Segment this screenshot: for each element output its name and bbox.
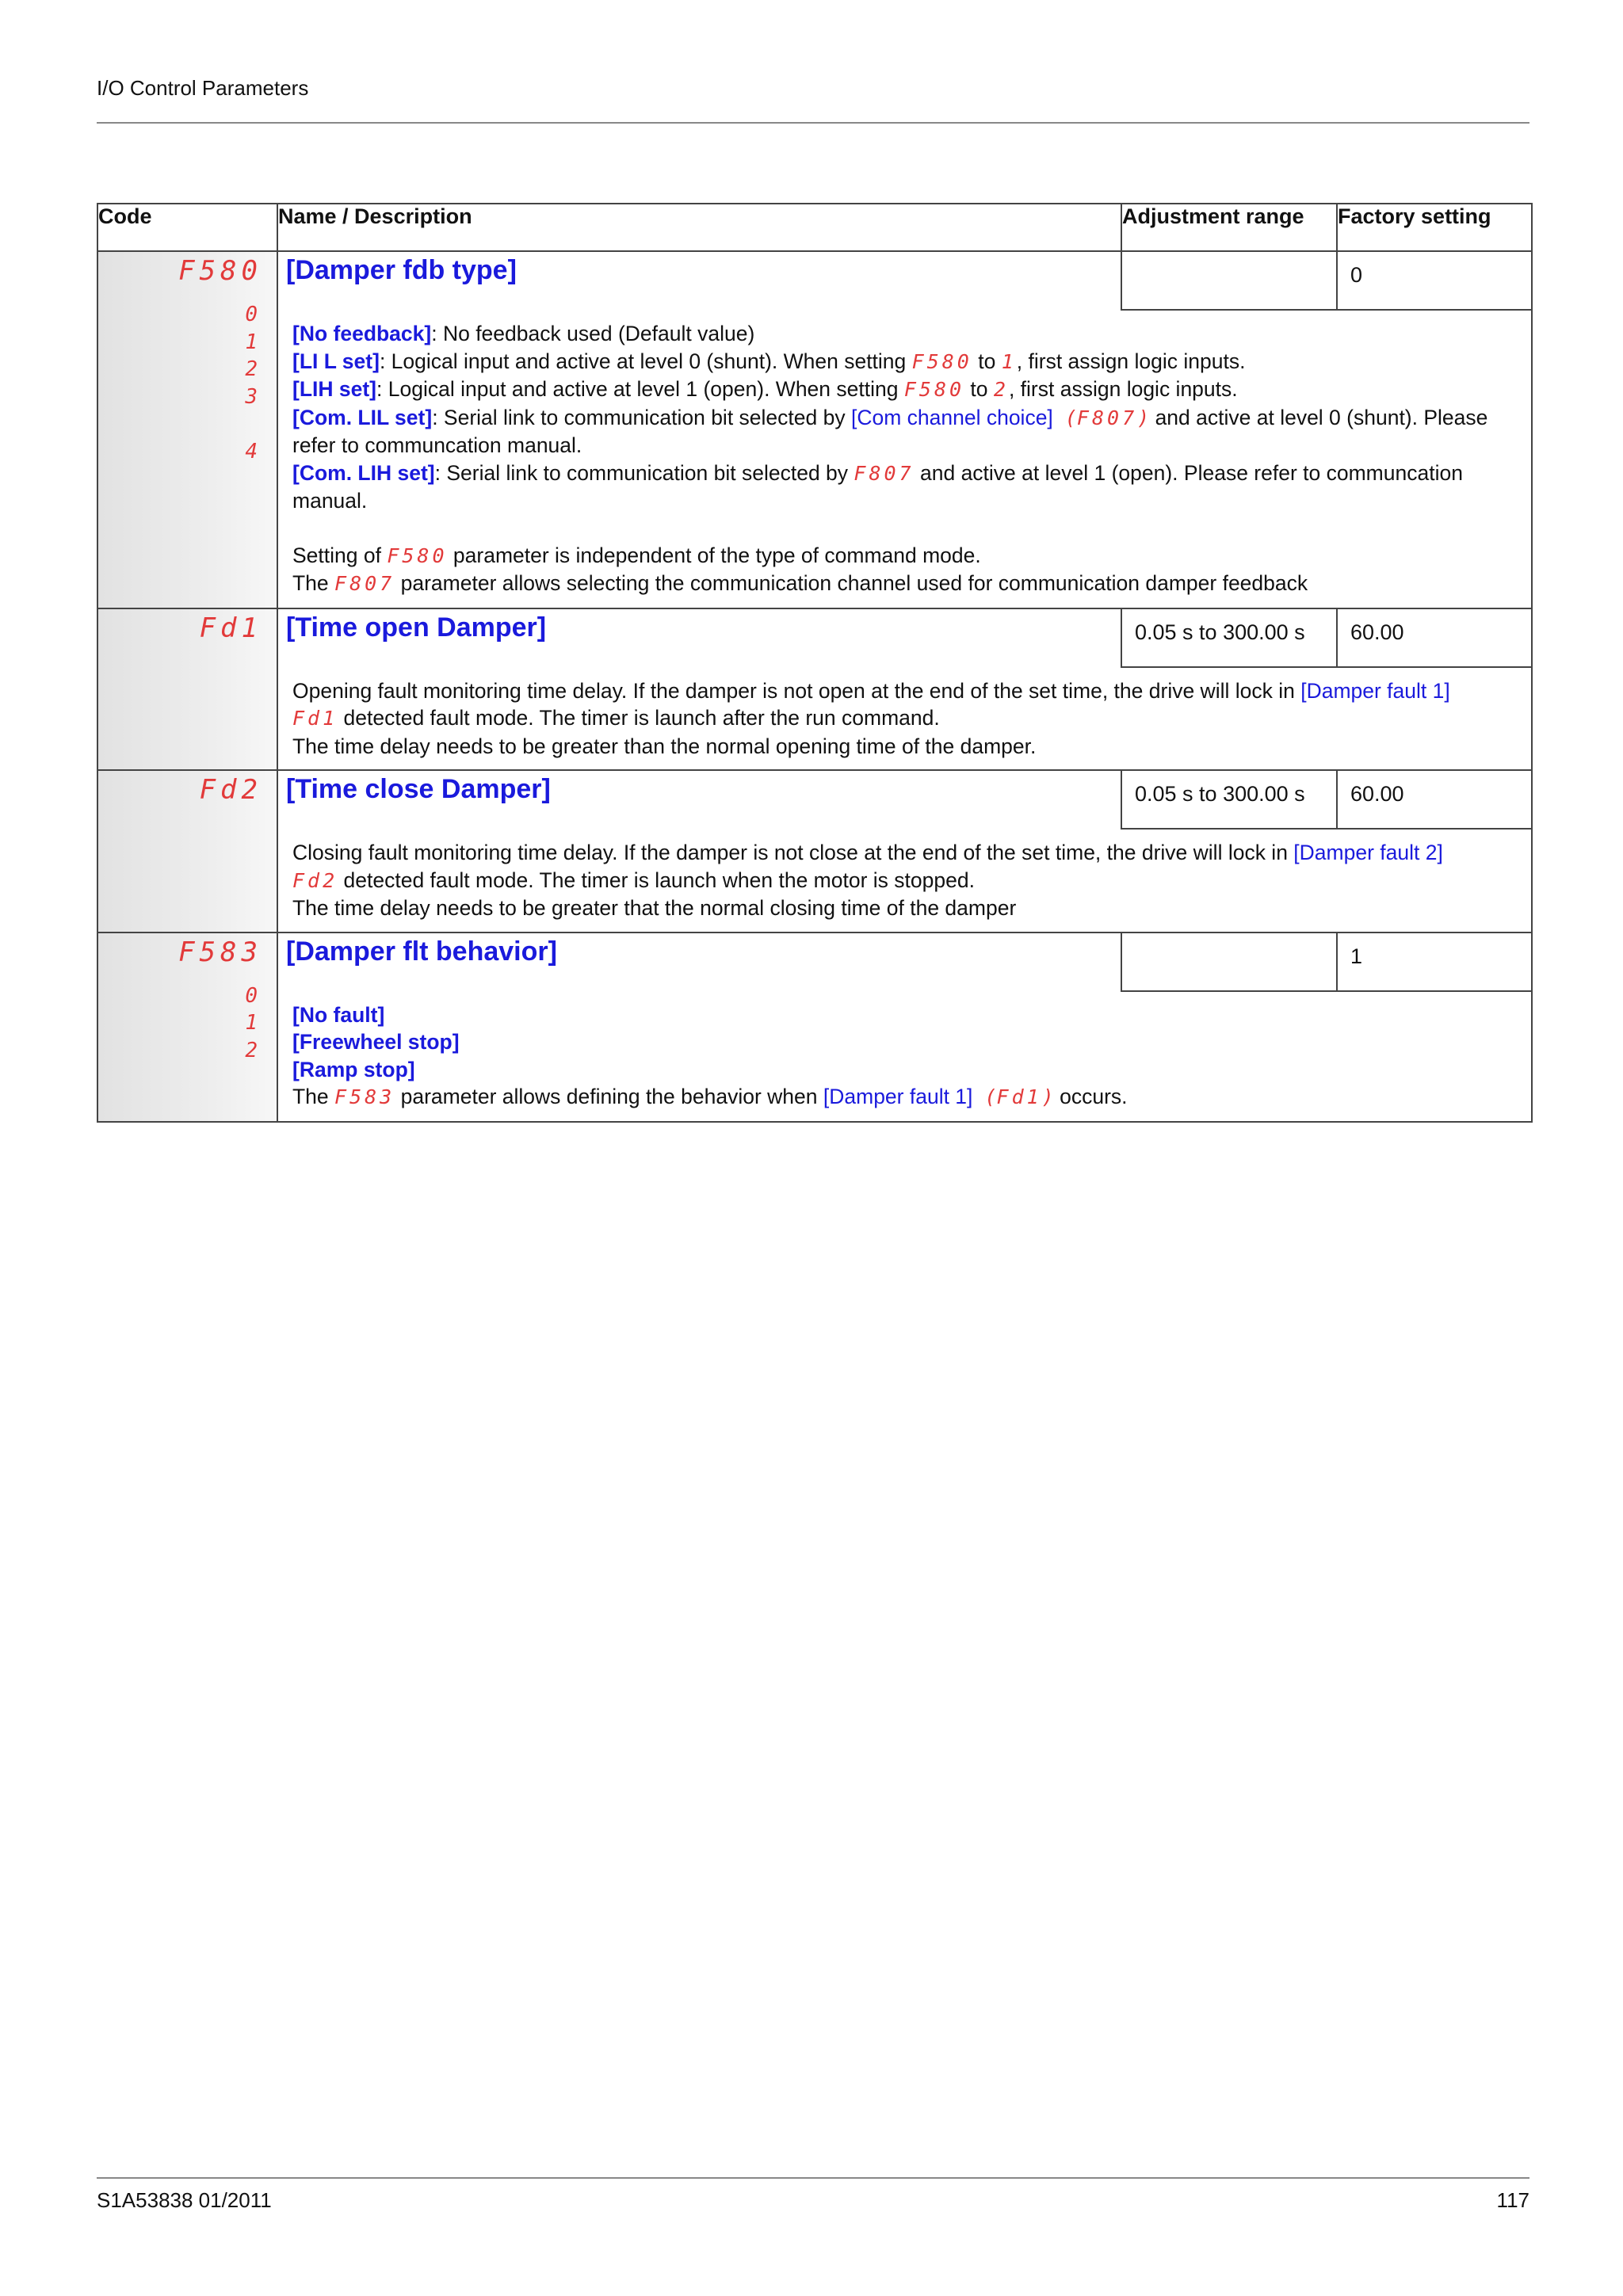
- inline-code: F807: [854, 461, 915, 485]
- page-number: 117: [1496, 2188, 1529, 2212]
- table-row: [97, 667, 1532, 771]
- parameter-code: F580: [178, 255, 262, 287]
- note-line: [292, 570, 1517, 598]
- note-text: parameter allows defining the behavior when: [395, 1085, 823, 1108]
- parameter-description: [277, 667, 1532, 771]
- reference-link[interactable]: [Com channel choice]: [850, 405, 1053, 429]
- note-text: parameter allows selecting the communication channel used for communication damper feedback: [395, 571, 1308, 595]
- value-code: 3: [245, 384, 262, 409]
- column-header-factory: Factory setting: [1337, 204, 1532, 251]
- value-codes: [98, 982, 262, 1065]
- parameter-description: [277, 310, 1532, 608]
- inline-code: F807: [1076, 406, 1138, 429]
- inline-code: Fd2: [292, 868, 338, 892]
- code-cell: [97, 770, 277, 933]
- parameter-name-cell: [277, 770, 1121, 829]
- value-code: 0: [245, 983, 262, 1008]
- parameter-description: [277, 991, 1532, 1122]
- option-line: [292, 376, 1517, 404]
- inline-code: 1: [1001, 349, 1017, 373]
- parameter-name: [Time open Damper]: [286, 612, 547, 643]
- option-line: [292, 320, 1517, 348]
- value-code: 0: [245, 303, 262, 326]
- option-label: [Com. LIH set]: [292, 460, 435, 485]
- description-text: Closing fault monitoring time delay. If the damper is not close at the end of the set time, the drive will lock in: [292, 841, 1294, 864]
- parameter-name-cell: [277, 608, 1121, 667]
- paren: ): [1137, 406, 1150, 429]
- option-label: [No feedback]: [292, 322, 432, 345]
- note-text: parameter is independent of the type of command mode.: [447, 543, 981, 567]
- code-cell: [97, 251, 277, 608]
- table-row: [97, 991, 1532, 1122]
- inline-code: F580: [911, 349, 972, 373]
- adjustment-range: [1121, 933, 1337, 991]
- value-code: 1: [245, 1011, 262, 1035]
- option-text: : Serial link to communication bit selected by: [434, 460, 854, 485]
- table-row: [97, 310, 1532, 608]
- note-line: [292, 542, 1517, 570]
- option-line: [292, 348, 1517, 376]
- inline-code: F583: [334, 1085, 395, 1108]
- option-text: to: [964, 377, 994, 401]
- value-code: 1: [245, 330, 262, 354]
- note-text: Setting of: [292, 543, 388, 567]
- option-label: [Ramp stop]: [292, 1057, 415, 1081]
- option-label: [LI L set]: [292, 349, 380, 373]
- parameter-name: [Damper fdb type]: [286, 255, 517, 285]
- column-header-name: Name / Description: [277, 204, 1121, 251]
- option-text: : Logical input and active at level 1 (open). When setting: [376, 377, 904, 401]
- value-code: 2: [245, 357, 262, 381]
- factory-setting: 60.00: [1337, 608, 1532, 667]
- adjustment-range: 0.05 s to 300.00 s: [1121, 770, 1337, 829]
- note-text: The: [292, 1085, 335, 1108]
- header-divider: [97, 122, 1529, 124]
- reference-link[interactable]: [Damper fault 1]: [823, 1085, 973, 1108]
- factory-setting: 0: [1337, 251, 1532, 310]
- factory-setting: 1: [1337, 933, 1532, 991]
- spacer: [292, 515, 1517, 542]
- description-text: detected fault mode. The timer is launch when the motor is stopped.: [338, 868, 975, 892]
- adjustment-range: [1121, 251, 1337, 310]
- parameter-table: [97, 203, 1533, 1123]
- inline-code: Fd1: [996, 1085, 1042, 1108]
- paren: ): [1041, 1085, 1054, 1108]
- table-row: [97, 829, 1532, 933]
- code-cell: [97, 608, 277, 771]
- option-label: [Freewheel stop]: [292, 1030, 460, 1054]
- parameter-name: [Time close Damper]: [286, 774, 551, 804]
- parameter-code: Fd1: [199, 612, 262, 644]
- option-text: to: [972, 349, 1002, 373]
- footer-divider: [97, 2177, 1529, 2179]
- option-text: , first assign logic inputs.: [1008, 377, 1238, 401]
- inline-code: F580: [903, 378, 965, 401]
- table-header-row: [97, 204, 1532, 251]
- option-text: : No feedback used (Default value): [431, 322, 755, 345]
- code-cell: [97, 933, 277, 1122]
- table-row: [97, 251, 1532, 310]
- table-row: [97, 933, 1532, 991]
- option-label: [LIH set]: [292, 377, 376, 401]
- description-text: The time delay needs to be greater that the normal closing time of the damper: [292, 896, 1017, 920]
- inline-code: F580: [387, 543, 448, 567]
- document-reference: S1A53838 01/2011: [97, 2188, 272, 2212]
- parameter-name-cell: [277, 251, 1121, 310]
- inline-code: F807: [334, 572, 395, 595]
- paren: (: [972, 1085, 997, 1108]
- option-text: and active at level 0 (shunt). Please refer to communcation manual.: [292, 405, 1488, 457]
- option-text: : Logical input and active at level 0 (shunt). When setting: [379, 349, 912, 373]
- option-text: and active at level 1 (open). Please refer to communcation manual.: [292, 460, 1463, 513]
- option-text: , first assign logic inputs.: [1016, 349, 1246, 373]
- value-code: 2: [245, 1038, 262, 1062]
- table-row: [97, 608, 1532, 667]
- option-text: : Serial link to communication bit selected by: [432, 405, 851, 429]
- description-text: Opening fault monitoring time delay. If the damper is not open at the end of the set time, the drive will lock in: [292, 678, 1301, 703]
- option-line: [292, 460, 1517, 515]
- parameter-code: Fd2: [199, 774, 262, 806]
- inline-code: Fd1: [292, 707, 338, 730]
- reference-link[interactable]: [Damper fault 1]: [1300, 678, 1450, 703]
- parameter-code: F583: [178, 936, 262, 968]
- inline-code: 2: [993, 378, 1009, 401]
- adjustment-range: 0.05 s to 300.00 s: [1121, 608, 1337, 667]
- note-text: occurs.: [1053, 1085, 1128, 1108]
- parameter-name: [Damper flt behavior]: [286, 936, 557, 967]
- reference-link[interactable]: [Damper fault 2]: [1293, 841, 1443, 864]
- note-line: [292, 1083, 1517, 1112]
- column-header-code: Code: [97, 204, 277, 251]
- option-label: [Com. LIL set]: [292, 405, 433, 429]
- paren: (: [1052, 406, 1077, 429]
- parameter-name-cell: [277, 933, 1121, 991]
- column-header-range: Adjustment range: [1121, 204, 1337, 251]
- description-text: The time delay needs to be greater than the normal opening time of the damper.: [292, 734, 1037, 758]
- parameter-description: [277, 829, 1532, 933]
- option-label: [No fault]: [292, 1002, 385, 1027]
- note-text: The: [292, 571, 335, 595]
- page-header-title: I/O Control Parameters: [97, 76, 309, 100]
- option-line: [292, 404, 1517, 460]
- description-text: detected fault mode. The timer is launch after the run command.: [338, 706, 940, 730]
- factory-setting: 60.00: [1337, 770, 1532, 829]
- table-row: [97, 770, 1532, 829]
- value-code: 4: [245, 439, 262, 463]
- value-code: [98, 410, 262, 438]
- value-codes: [98, 301, 262, 465]
